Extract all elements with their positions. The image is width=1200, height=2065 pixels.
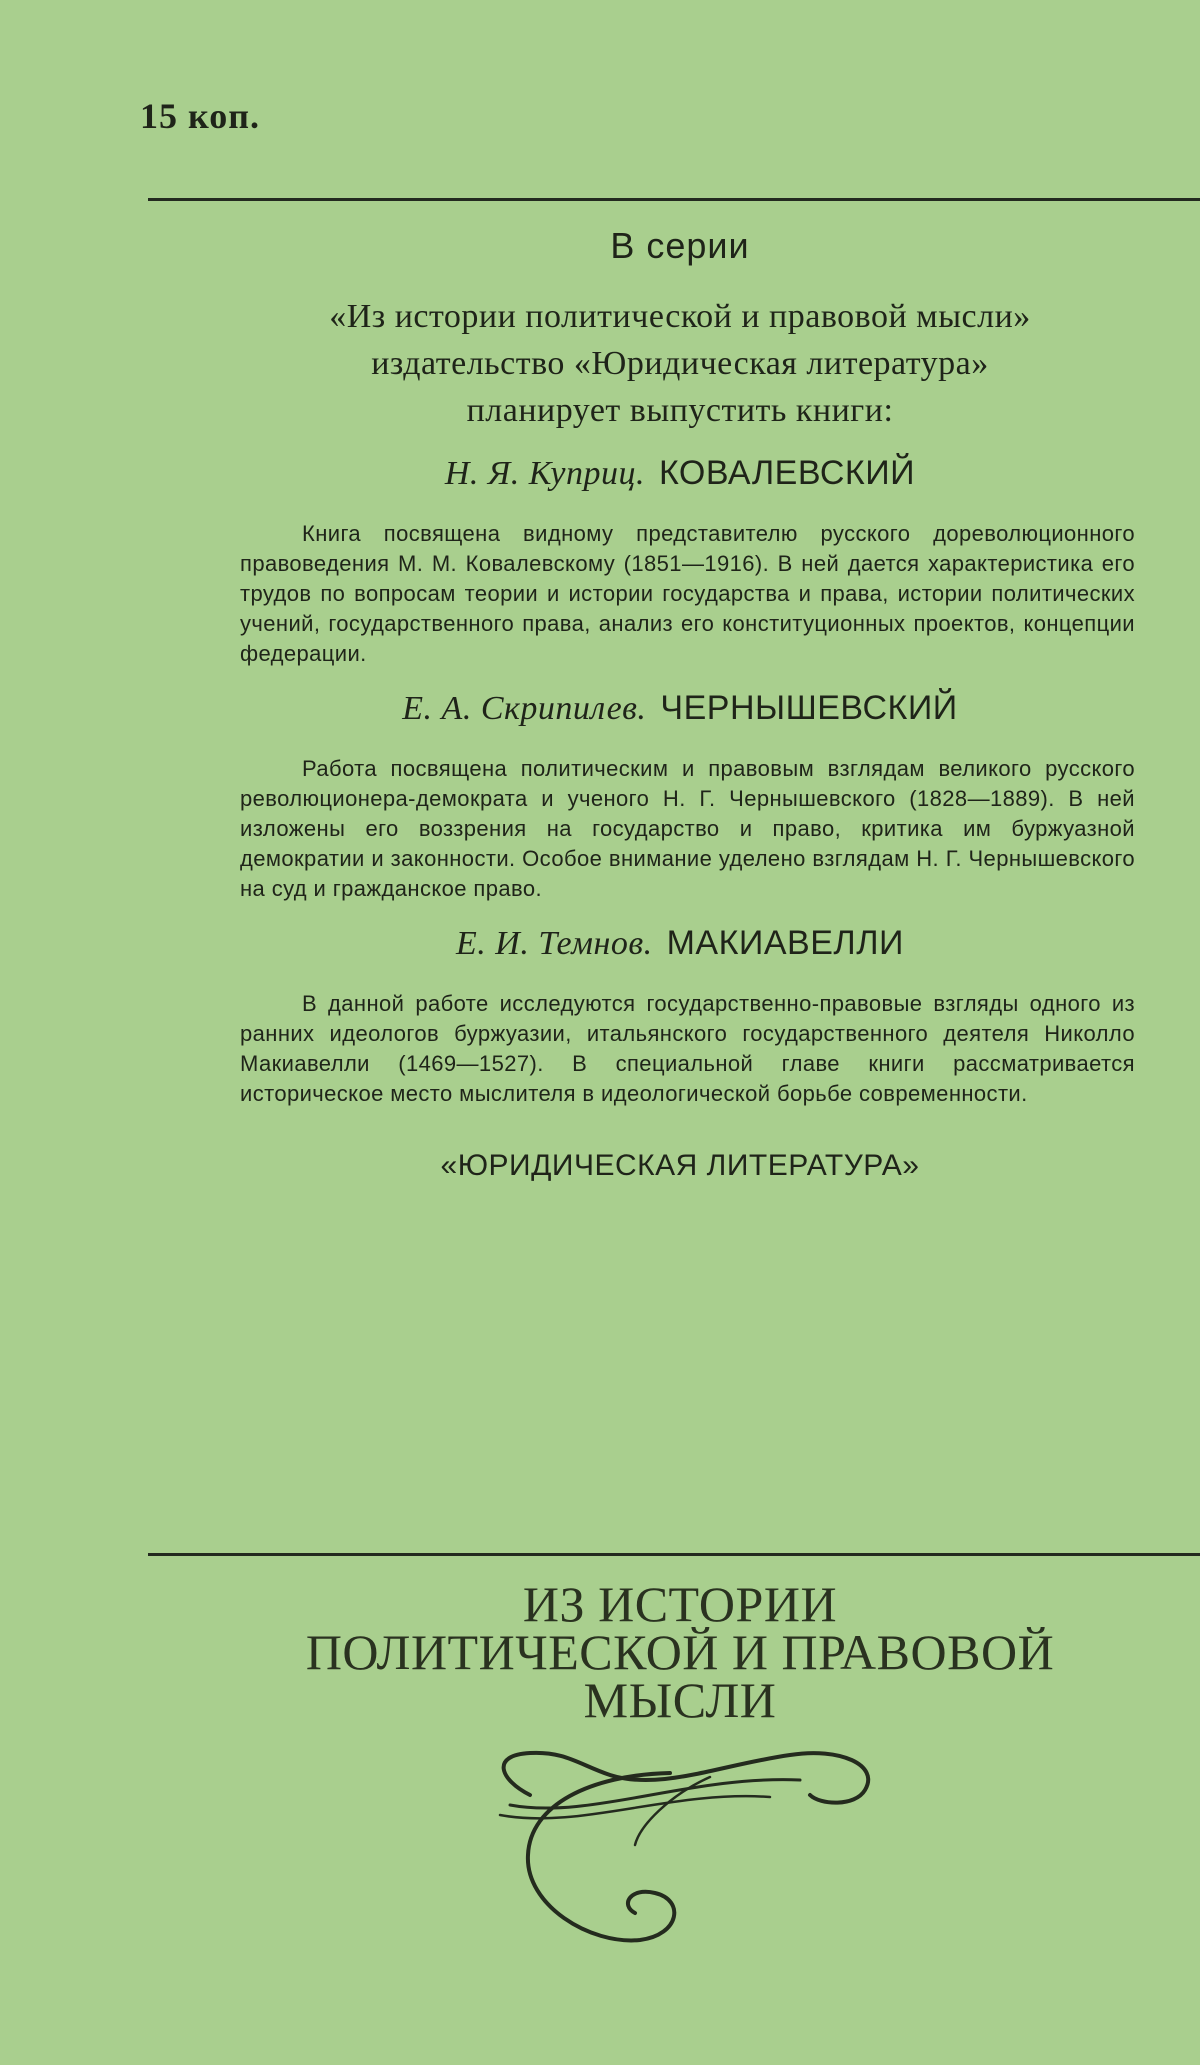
series-title (200, 1576, 1160, 1728)
book-author: Е. И. Темнов. (456, 925, 653, 962)
publisher-name: «ЮРИДИЧЕСКАЯ ЛИТЕРАТУРА» (440, 1149, 920, 1182)
announcement-block (210, 225, 1150, 1183)
series-title-line: МЫСЛИ (583, 1672, 777, 1728)
book-title-machiavelli (210, 924, 1150, 963)
book-name: МАКИАВЕЛЛИ (666, 924, 904, 962)
intro-line: издательство «Юридическая литература» (371, 345, 989, 382)
announcement-intro (210, 293, 1150, 434)
book-title-kovalevsky (210, 454, 1150, 493)
series-title-line: ПОЛИТИЧЕСКОЙ И ПРАВОВОЙ (305, 1624, 1055, 1680)
book-name: КОВАЛЕВСКИЙ (658, 454, 916, 492)
book-author: Е. А. Скрипилев. (402, 690, 647, 727)
book-name: ЧЕРНЫШЕВСКИЙ (660, 689, 958, 727)
announcement-heading: В серии (610, 225, 750, 266)
series-title-line: ИЗ ИСТОРИИ (522, 1576, 838, 1632)
book-author: Н. Я. Куприц. (444, 455, 645, 492)
top-divider (148, 198, 1200, 201)
intro-line: «Из истории политической и правовой мысли» (329, 298, 1031, 335)
book-description: Книга посвящена видному представителю русского дореволюционного правоведения М. М. Ковалевскому (1851—1916). В ней дается характеристика его трудов по вопросам теории и истории государства и права, истории политических учений, государственного права, анализ его конституционных проектов, концепции федерации. (240, 521, 1135, 666)
calligraphic-flourish-icon (470, 1735, 890, 1965)
bottom-divider (148, 1553, 1200, 1556)
intro-line: планирует выпустить книги: (466, 392, 894, 429)
price-label: 15 коп. (140, 96, 261, 136)
book-description: Работа посвящена политическим и правовым взглядам великого русского революционера-демократа и ученого Н. Г. Чернышевского (1828—1889). В ней изложены его воззрения на государство и право, критика им буржуазной демократии и законности. Особое внимание уделено взглядам Н. Г. Чернышевского на суд и гражданское право. (240, 756, 1135, 901)
book-title-chernyshevsky (210, 689, 1150, 728)
book-description: В данной работе исследуются государственно-правовые взгляды одного из ранних идеологов буржуазии, итальянского государственного деятеля Николло Макиавелли (1469—1527). В специальной главе книги рассматривается историческое место мыслителя в идеологической борьбе современности. (240, 991, 1135, 1106)
